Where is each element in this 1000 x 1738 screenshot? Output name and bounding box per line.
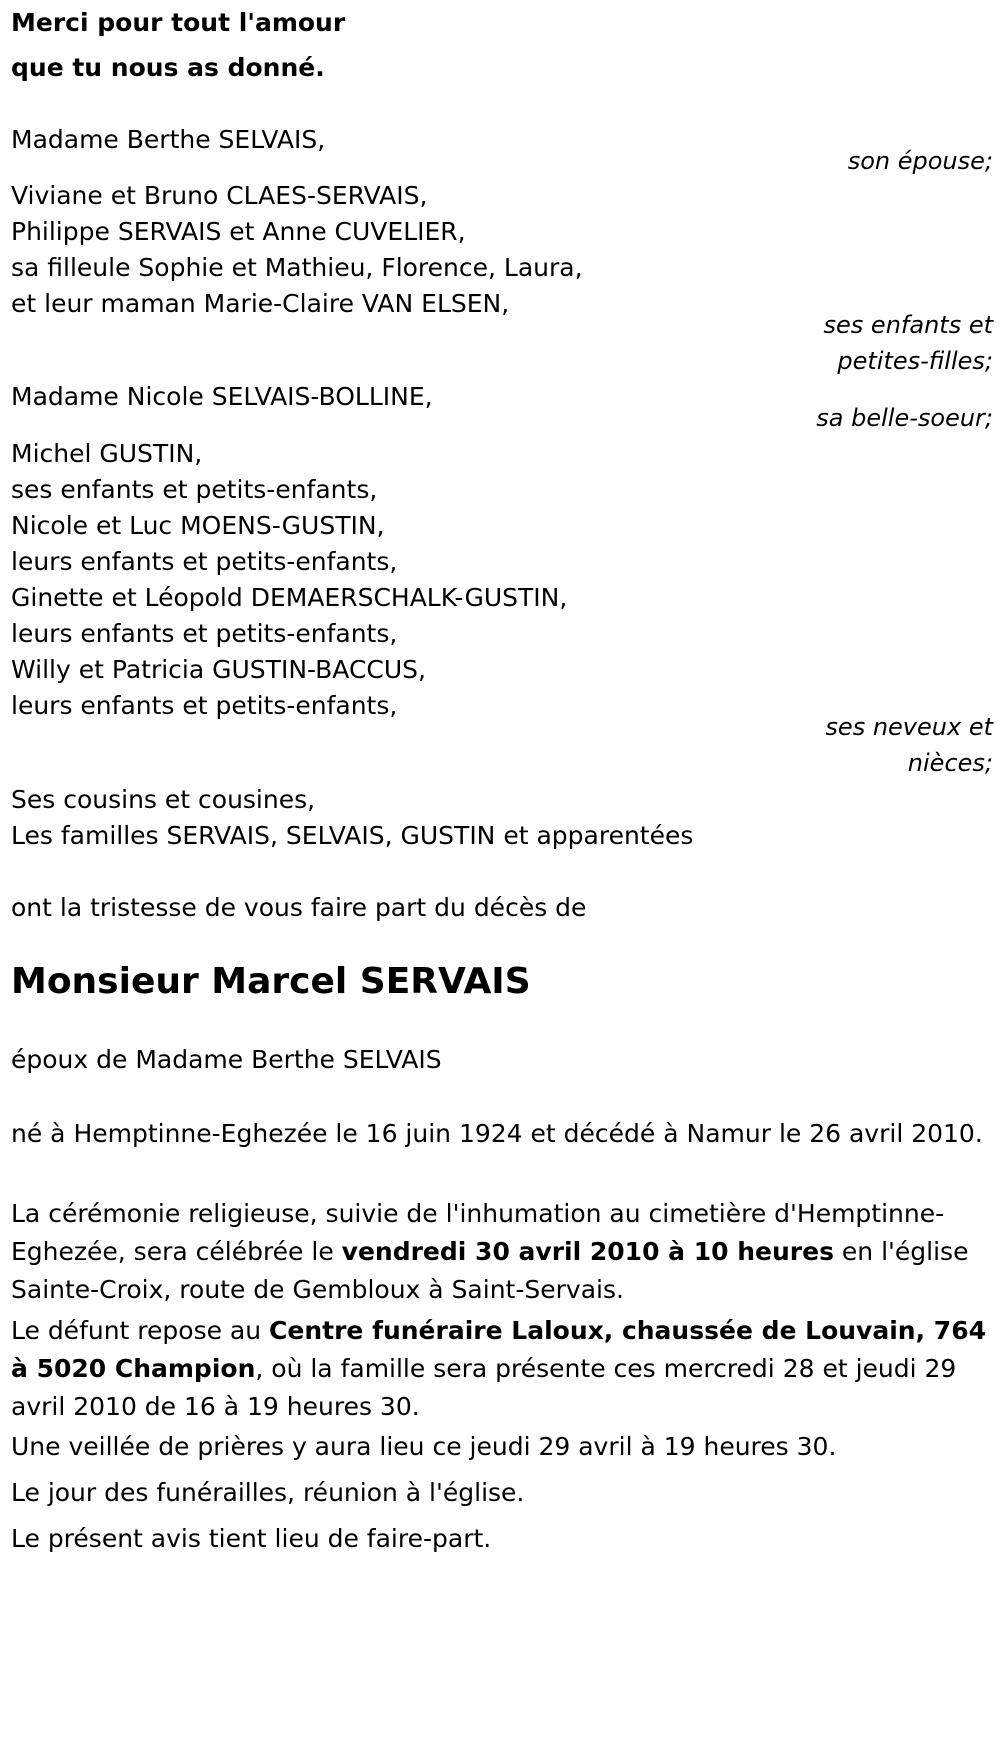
families-line: Les familles SERVAIS, SELVAIS, GUSTIN et apparentées [11,821,694,850]
deceased-name: Monsieur Marcel SERVAIS [11,961,531,1002]
sister-in-law-name: Madame Nicole SELVAIS-BOLLINE, [11,382,433,411]
spouse-name: Madame Berthe SELVAIS, [11,125,326,154]
header-line-1: Merci pour tout l'amour [11,8,346,37]
rest-paragraph [11,1312,986,1426]
nephew-line-8: leurs enfants et petits-enfants, [11,691,398,720]
nephew-line-7: Willy et Patricia GUSTIN-BACCUS, [11,655,426,684]
ceremony-text-start: La cérémonie religieuse, suivie de l'inhumation au cimetière d'Hemptinne-Eghezée, sera célébrée le [11,1199,945,1266]
child-line-1: Viviane et Bruno CLAES-SERVAIS, [11,181,428,210]
spouse-of-line: époux de Madame Berthe SELVAIS [11,1045,442,1074]
ceremony-text-end: en l'église Sainte-Croix, route de Gembloux à Saint-Servais. [11,1237,969,1304]
child-line-3: sa filleule Sophie et Mathieu, Florence, Laura, [11,253,583,282]
rest-location-bold: Centre funéraire Laloux, chaussée de Louvain, 764 à 5020 Champion [11,1316,986,1383]
children-role-2: petites-filles; [837,347,993,375]
ceremony-paragraph [11,1195,986,1309]
child-line-4: et leur maman Marie-Claire VAN ELSEN, [11,289,510,318]
spouse-role: son épouse; [847,147,993,175]
nephew-line-4: leurs enfants et petits-enfants, [11,547,398,576]
cousins-line: Ses cousins et cousines, [11,785,316,814]
nephew-line-3: Nicole et Luc MOENS-GUSTIN, [11,511,385,540]
nephews-role-2: nièces; [907,749,993,777]
announcement-intro: ont la tristesse de vous faire part du décès de [11,893,587,922]
header-line-2: que tu nous as donné. [11,53,325,82]
birth-death-paragraph: né à Hemptinne-Eghezée le 16 juin 1924 et décédé à Namur le 26 avril 2010. [11,1119,983,1148]
notice-paragraph: Le présent avis tient lieu de faire-part. [11,1524,492,1553]
rest-text-start: Le défunt repose au [11,1316,270,1345]
ceremony-date-bold: vendredi 30 avril 2010 à 10 heures [341,1237,834,1266]
funeral-day-paragraph: Le jour des funérailles, réunion à l'église. [11,1478,525,1507]
nephew-line-2: ses enfants et petits-enfants, [11,475,378,504]
sister-in-law-role: sa belle-soeur; [816,404,993,432]
vigil-paragraph: Une veillée de prières y aura lieu ce jeudi 29 avril à 19 heures 30. [11,1432,837,1461]
nephew-line-1: Michel GUSTIN, [11,439,203,468]
children-role-1: ses enfants et [823,311,993,339]
rest-text-end: , où la famille sera présente ces mercredi 28 et jeudi 29 avril 2010 de 16 à 19 heures 30. [11,1354,957,1421]
nephew-line-6: leurs enfants et petits-enfants, [11,619,398,648]
nephew-line-5: Ginette et Léopold DEMAERSCHALK-GUSTIN, [11,583,568,612]
nephews-role-1: ses neveux et [825,713,993,741]
child-line-2: Philippe SERVAIS et Anne CUVELIER, [11,217,466,246]
